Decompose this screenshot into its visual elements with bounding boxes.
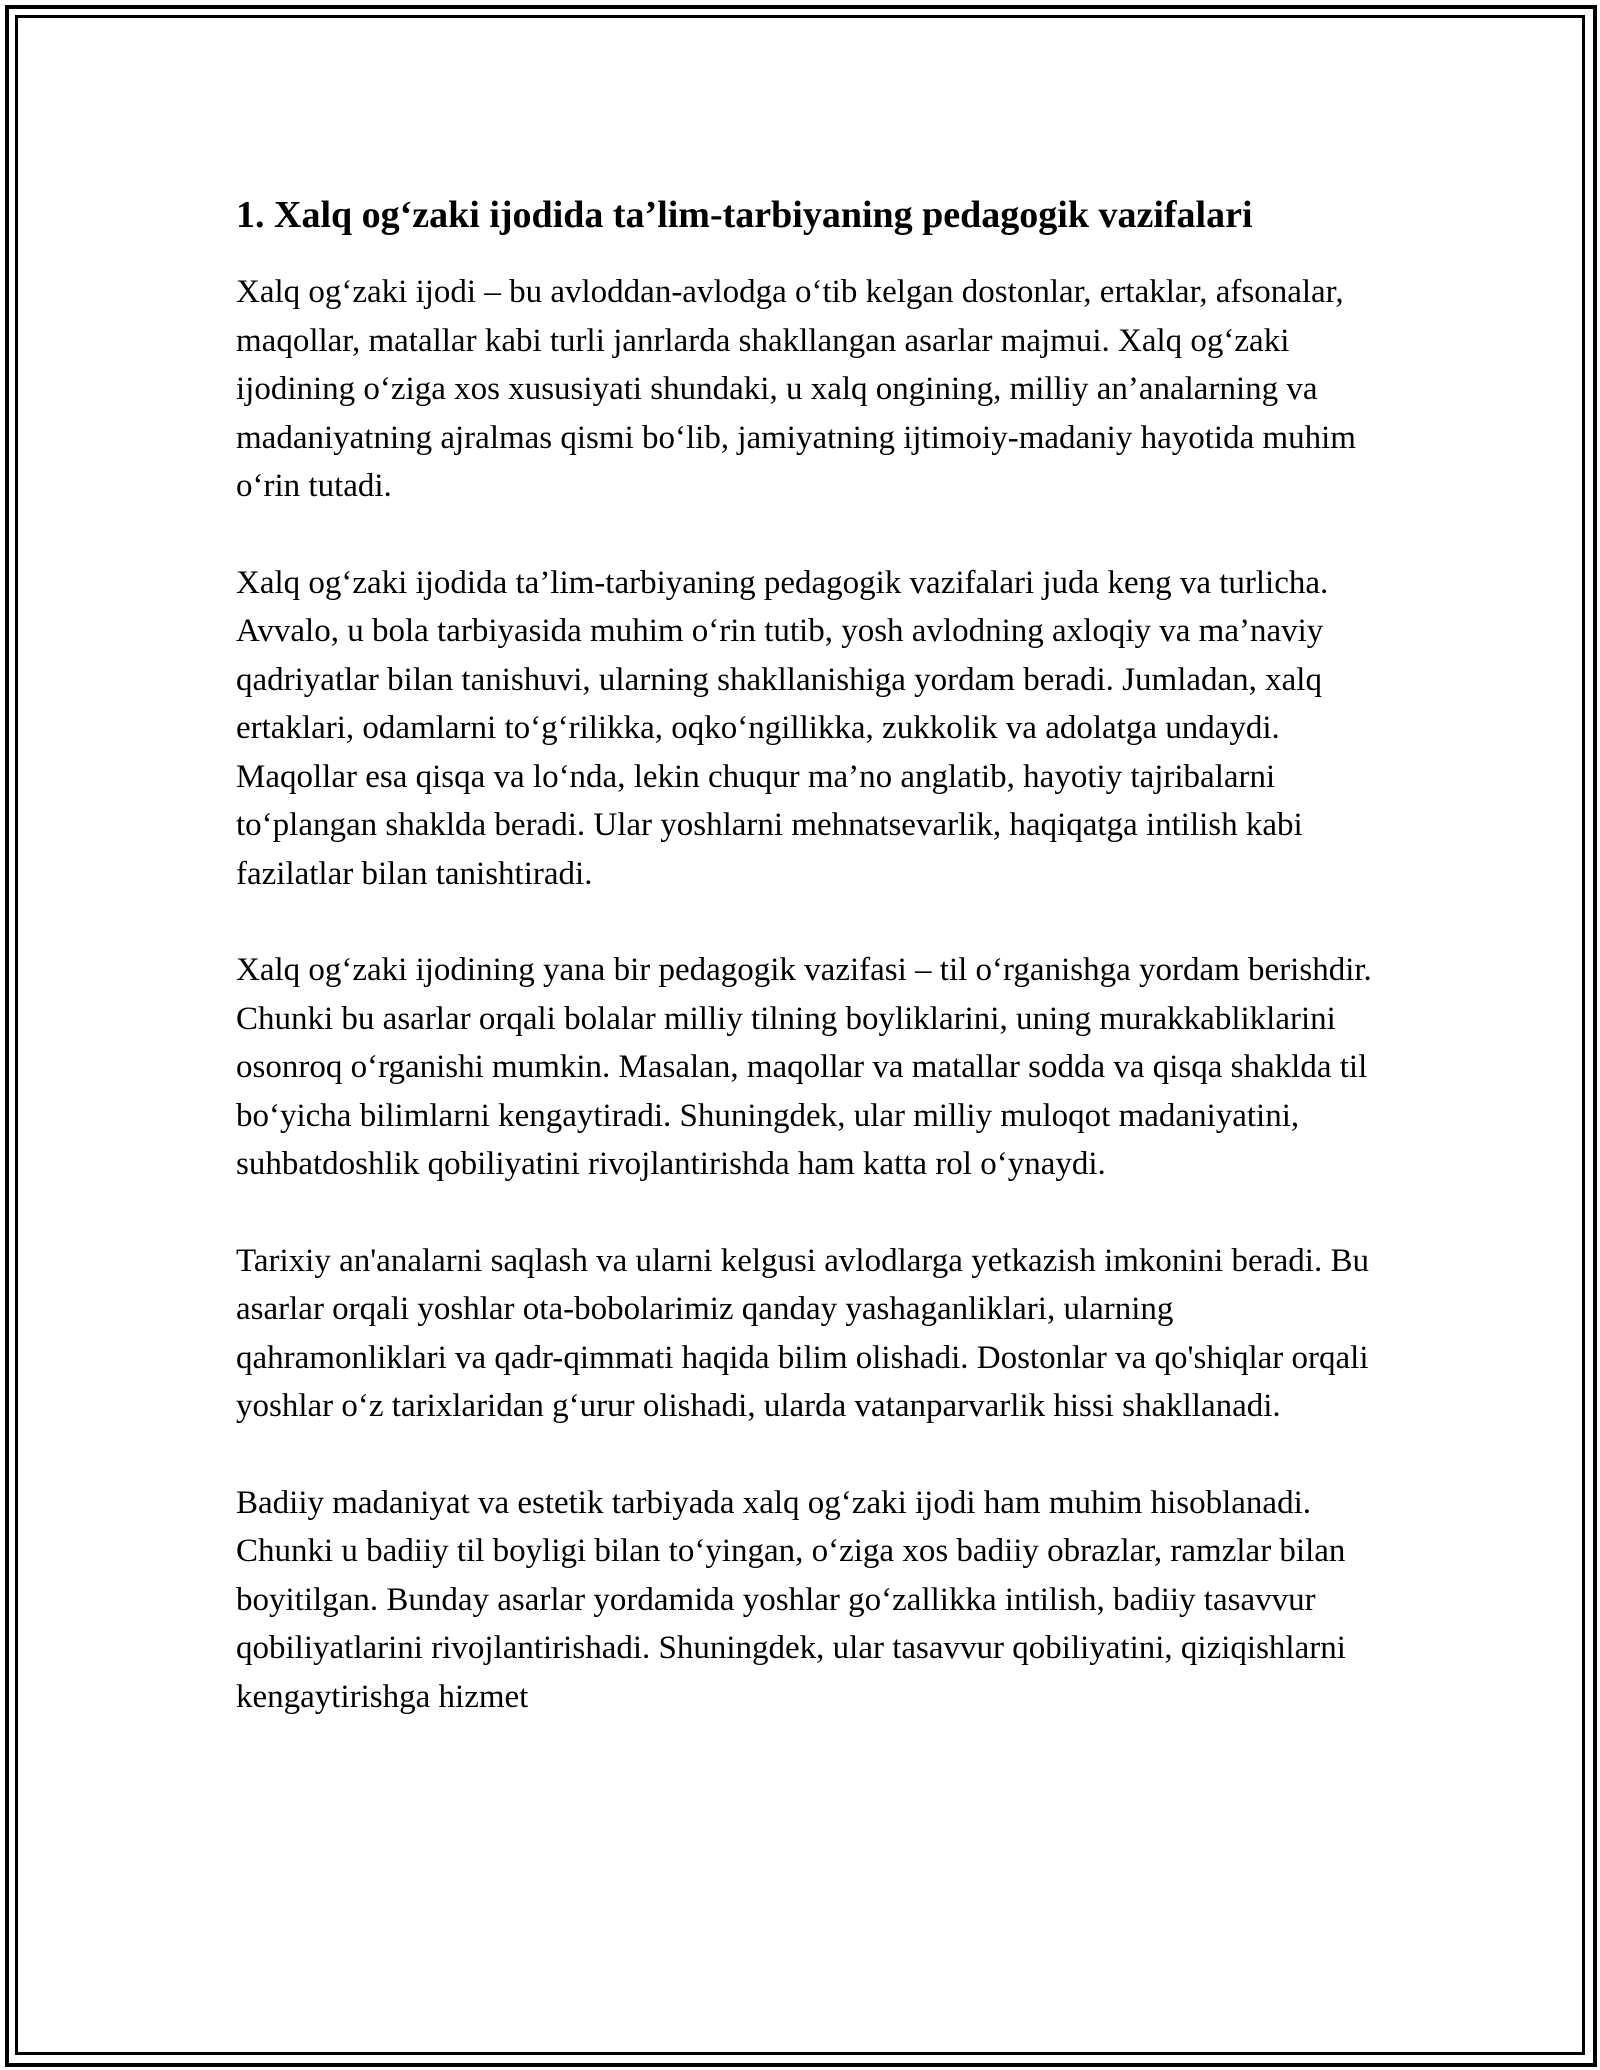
paragraph-pedagogical-tasks: Xalq og‘zaki ijodida ta’lim-tarbiyaning pedagogik vazifalari juda keng va turlicha. Avvalo, u bola tarbiyasida muhim o‘rin tutib, yosh avlodning axloqiy va ma’naviy qadriyatlar bilan tanishuvi, ularning shakllanishiga yordam beradi. Jumladan, xalq ertaklari, odamlarni to‘g‘rilikka, oqko‘ngillikka, zukkolik va adolatga undaydi. Maqollar esa qisqa va lo‘nda, lekin chuqur ma’no anglatib, hayotiy tajribalarni to‘plangan shaklda beradi. Ular yoshlarni mehnatsevarlik, haqiqatga intilish kabi fazilatlar bilan tanishtiradi.	[236, 564, 1329, 892]
document-body	[236, 188, 1376, 1721]
paragraph-aesthetic-education: Badiiy madaniyat va estetik tarbiyada xalq og‘zaki ijodi ham muhim hisoblanadi. Chunki u badiiy til boyligi bilan to‘yingan, o‘ziga xos badiiy obrazlar, ramzlar bilan boyitilgan. Bunday asarlar yordamida yoshlar go‘zallikka intilish, badiiy tasavvur qobiliyatlarini rivojlantirishadi. Shuningdek, ular tasavvur qobiliyatini, qiziqishlarni kengaytirishga hizmet	[236, 1484, 1346, 1715]
document-title: 1. Xalq og‘zaki ijodida ta’lim-tarbiyaning pedagogik vazifalari	[236, 194, 1253, 236]
paragraph-oral-folklore-definition: Xalq og‘zaki ijodi – bu avloddan-avlodga o‘tib kelgan dostonlar, ertaklar, afsonalar, maqollar, matallar kabi turli janrlarda shakllangan asarlar majmui. Xalq og‘zaki ijodining o‘ziga xos xususiyati shundaki, u xalq ongining, milliy an’analarning va madaniyatning ajralmas qismi bo‘lib, jamiyatning ijtimoiy-madaniy hayotida muhim o‘rin tutadi.	[236, 274, 1356, 504]
paragraph-historical-traditions: Tarixiy an'analarni saqlash va ularni kelgusi avlodlarga yetkazish imkonini beradi. Bu asarlar orqali yoshlar ota-bobolarimiz qanday yashaganliklari, ularning qahramonliklari va qadr-qimmati haqida bilim olishadi. Dostonlar va qo'shiqlar orqali yoshlar o‘z tarixlaridan g‘urur olishadi, ularda vatanparvarlik hissi shakllanadi.	[236, 1242, 1369, 1424]
paragraph-language-learning: Xalq og‘zaki ijodining yana bir pedagogik vazifasi – til o‘rganishga yordam berishdir. Chunki bu asarlar orqali bolalar milliy tilning boyliklarini, uning murakkabliklarini osonroq o‘rganishi mumkin. Masalan, maqollar va matallar sodda va qisqa shaklda til bo‘yicha bilimlarni kengaytiradi. Shuningdek, ular milliy muloqot madaniyatini, suhbatdoshlik qobiliyatini rivojlantirishda ham katta rol o‘ynaydi.	[236, 952, 1372, 1182]
